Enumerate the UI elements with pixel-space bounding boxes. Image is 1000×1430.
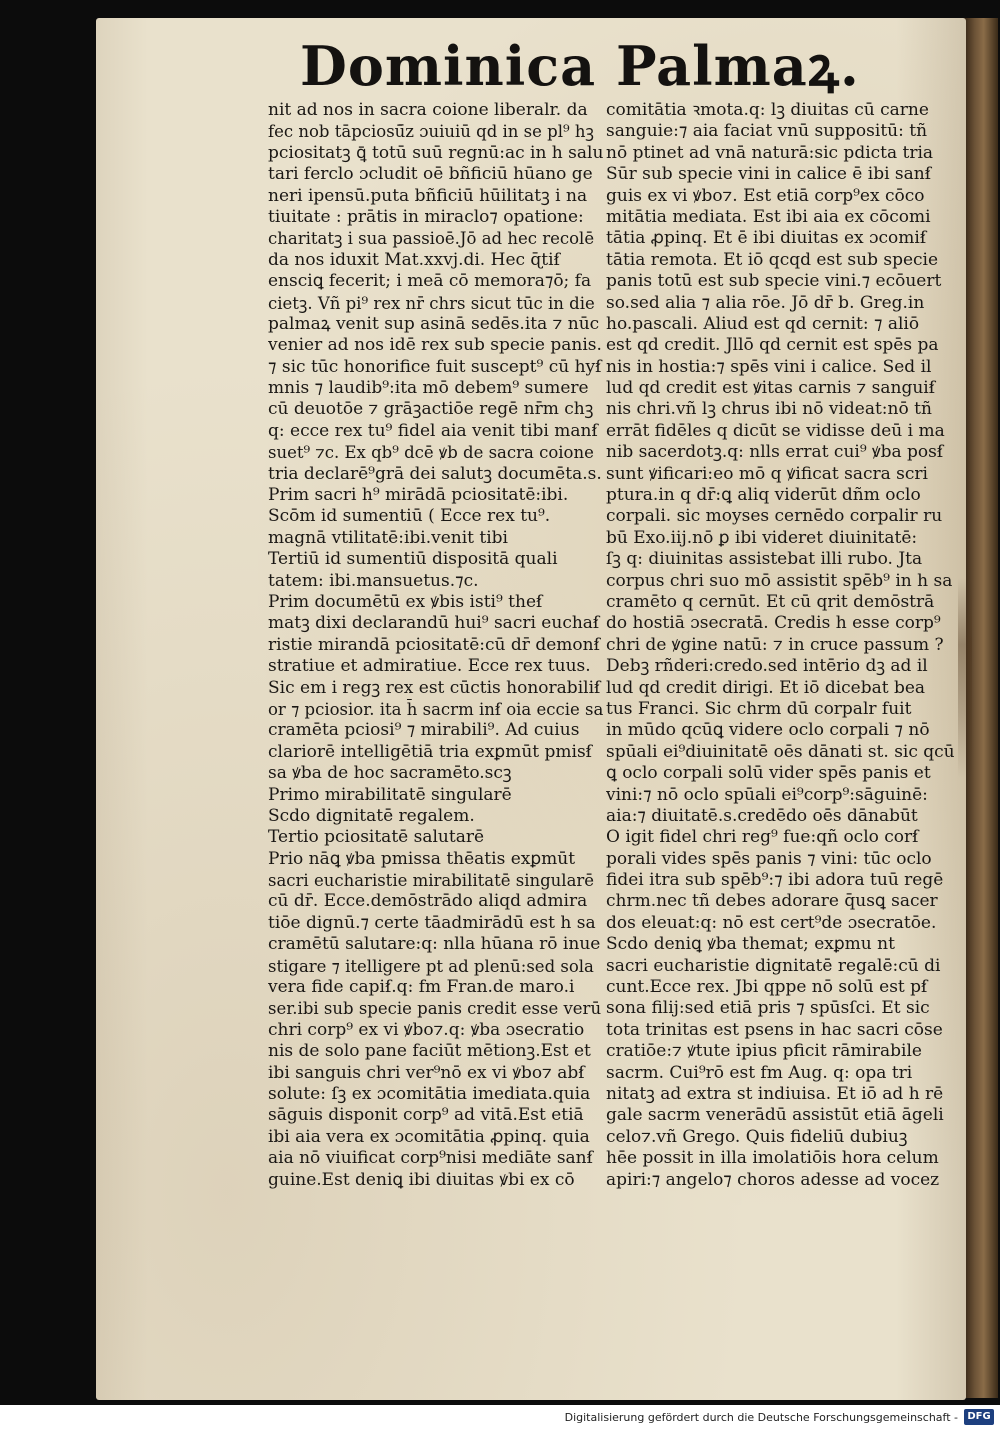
right-column-line: nib sacerdotꝫ.q: nll̄s errat cui⁹ ꝟba posẜ bbox=[606, 442, 944, 463]
right-column-line: sona filij:sed etiā pris ⁊ spūsſci. Et sic bbox=[606, 998, 930, 1019]
left-column-line: cū dr̄. Ecce.demōstrādo aliqd admira bbox=[268, 891, 588, 912]
left-column-line: ensciꝗ fecerit; i meā cō memora⁊ō; fa bbox=[268, 271, 592, 292]
left-column-line: Prio nāꝗ ꝟba pmissa thēatis exꝑmūt bbox=[268, 848, 576, 869]
left-column-line: chri corp⁹ ex vi ꝟbo⁊.q: ꝟba ɔsecratio bbox=[268, 1019, 585, 1040]
left-column-line: pciositatꝫ ꝗ̄ totū suū regnū:ac in h̄ salu bbox=[268, 142, 603, 163]
left-column-line: solute: ſꝫ ex ɔcomitātia imediata.quia bbox=[268, 1083, 591, 1104]
right-column-line: ſꝫ q: diuinitas assistebat illi rubo. Jta bbox=[606, 549, 923, 570]
right-column-line: tota trinitas est psens in hac sacri cōse bbox=[606, 1019, 943, 1040]
left-column-line: matꝫ dixi declarandū hui⁹ sacri euchaẜ bbox=[268, 613, 600, 634]
right-column-line: sacrm. Cui⁹rō est fm Aug. q: opa tri bbox=[606, 1062, 913, 1083]
right-column-line: Sūr sub specie vini in calice ē ibi sanẜ bbox=[606, 164, 932, 185]
left-column-line: Prim sacri h⁹ mirādā pciositatē:ibi. bbox=[268, 485, 569, 506]
right-column-line: lud qd credit dirigi. Et iō dicebat bea bbox=[606, 677, 926, 698]
right-column-line: tātia ꝓpinq. Et ē ibi diuitas ex ɔcomiẜ bbox=[606, 228, 927, 249]
right-column-line: est qd credit. Jllō qd cernit est spēs pa bbox=[606, 335, 939, 356]
right-column-line: ptura.in q dr̄:ꝗ aliq viderūt dñm oclo bbox=[606, 485, 921, 506]
left-column-line: stigare ⁊ itelligere pt ad plenū:sed sola bbox=[268, 956, 594, 976]
right-column-line: ho.pascali. Aliud est qd cernit: ⁊ aliō bbox=[606, 313, 920, 334]
left-column-line: Prim documētū ex ꝟbis isti⁹ theẜ bbox=[268, 591, 543, 612]
left-column-line: clariorē intelligētiā tria exꝑmūt pmisẜ bbox=[268, 741, 592, 762]
right-column-line: mitātia mediata. Est ibi aia ex cōcomi bbox=[606, 206, 931, 227]
left-column-line: Scdo dignitatē regalem. bbox=[268, 805, 475, 826]
left-column-line: guine.Est deniꝗ ibi diuitas ꝟbi ex cō bbox=[268, 1169, 575, 1190]
right-column-line: do hostiā ɔsecratā. Credis h̄ esse corp⁹ bbox=[606, 613, 941, 634]
right-column-line: O igit fidel̄ chri reg⁹ fue:qñ oclo corẜ bbox=[606, 827, 919, 848]
left-column-line: sacri eucharistie mirabilitatē singularē bbox=[268, 871, 595, 891]
left-column-line: mnis ⁊ laudib⁹:ita mō debem⁹ sumere bbox=[268, 378, 589, 399]
left-column-line: ⁊ sic tūc honorifice fuit suscept⁹ cū hyẜ bbox=[268, 356, 602, 377]
right-column-line: gale sacrm venerādū assistūt etiā āgeli bbox=[606, 1105, 944, 1126]
right-column-line: cramēto q cernūt. Et cū qrit demōstrā bbox=[606, 591, 935, 612]
right-column-line: comitātia ꝛmota.q: lꝫ diuitas cū carne bbox=[606, 100, 929, 120]
left-column-line: sāguis disponit corp⁹ ad vitā.Est etiā bbox=[268, 1105, 584, 1126]
left-column-line: Sic em i regꝫ rex est cūctis honorabiliẜ bbox=[268, 677, 601, 698]
footer-credit: Digitalisierung gefördert durch die Deutsche Forschungsgemeinschaft - bbox=[564, 1411, 958, 1424]
right-column-line: nō ptinet ad vnā naturā:sic pdicta tria bbox=[606, 142, 934, 163]
right-column-line: hēe possit in illa imolatiōis hora celum bbox=[606, 1148, 939, 1169]
left-column-line: cramēta pciosi⁹ ⁊ mirabili⁹. Ad cuius bbox=[268, 720, 580, 741]
left-column-line: or ⁊ pciosior. ita h̄ sacrm inẜ oia eccie sa bbox=[268, 699, 603, 719]
right-column-line: nis chri.vñ lꝫ chrus ibi nō videat:nō tñ bbox=[606, 399, 932, 420]
right-column bbox=[606, 100, 961, 1191]
left-column bbox=[268, 100, 603, 1191]
left-column-line: ibi sanguis chri ver⁹nō ex vi ꝟbo⁊ abẜ bbox=[268, 1062, 585, 1083]
left-column-line: tatem: ibi.mansuetus.⁊c. bbox=[268, 570, 479, 591]
left-column-line: stratiue et admiratiue. Ecce rex tuus. bbox=[268, 656, 591, 677]
left-column-line: tiuitate : prātis in miraclo⁊ opatione: bbox=[268, 206, 584, 227]
left-column-line: tria declarē⁹grā dei salutꝫ documēta.s. bbox=[268, 463, 602, 484]
left-column-line: cū deuotōe ⁊ grāꝫactiōe regē nr̄m chꝫ bbox=[268, 399, 594, 420]
left-column-line: magnā vtilitatē:ibi.venit tibi bbox=[268, 527, 508, 548]
right-column-line: Debꝫ rñderi:credo.sed intērio dꝫ ad il bbox=[606, 656, 928, 677]
left-column-line: sa ꝟba de hoc sacramēto.scꝫ bbox=[268, 763, 512, 784]
right-column-line: celo⁊.vñ Grego. Quis fideliū dubiuꝫ bbox=[606, 1126, 908, 1147]
right-column-line: corpali. sic moyses cernēdo corpalir ru bbox=[606, 506, 943, 527]
right-column-line: nis in hostia:⁊ spēs vini i calice. Sed il bbox=[606, 356, 932, 377]
right-column-line: sacri eucharistie dignitatē regalē:cū di bbox=[606, 955, 941, 976]
dfg-logo: DFG bbox=[964, 1409, 994, 1425]
running-head: Dominica Palmaꝝ. bbox=[300, 34, 860, 98]
right-column-line: apiri:⁊ angelo⁊ choros adesse ad vocez bbox=[606, 1169, 940, 1190]
right-column-line: spūali ei⁹diuinitatē oēs dānati st. sic qcū bbox=[606, 741, 955, 762]
left-column-line: ibi aia vera ex ɔcomitātia ꝓpinq. quia bbox=[268, 1126, 590, 1147]
left-column-line: neri ipensū.puta bñficiū hūilitatꝫ i na bbox=[268, 185, 588, 206]
left-column-line: da nos iduxit Mat.xxvj.di. Hec ɋ̄tiẜ bbox=[268, 249, 560, 270]
left-column-line: Scōm id sumentiū ( Ecce rex tu⁹. bbox=[268, 506, 551, 527]
right-column-line: corpus chri suo mō assistit spēb⁹ in h̄ sa bbox=[606, 570, 953, 591]
right-column-line: tus Franci. Sic chrm dū corpal̄r fuit bbox=[606, 698, 912, 719]
right-column-line: sunt ꝟificari:eo mō q ꝟificat sacra scri bbox=[606, 463, 928, 484]
left-column-line: Tertio pciositatē salutarē bbox=[268, 827, 485, 848]
left-column-line: aia nō viuificat corp⁹nisi mediāte sanẜ bbox=[268, 1148, 593, 1169]
left-column-line: cramētū salutare:q: nll̄a hūana rō inue bbox=[268, 934, 601, 955]
right-column-line: fidei itra sub spēb⁹:⁊ ibi adora tuū regē bbox=[606, 870, 944, 891]
right-column-line: dos eleuat:q: nō est cert⁹de ɔsecratōe. bbox=[606, 912, 937, 933]
left-column-line: Tertiū id sumentiū dispositā quali bbox=[268, 549, 558, 570]
right-column-line: Scdo deniꝗ ꝟba themat; exꝑmu nt bbox=[606, 934, 895, 955]
left-column-line: palmaꝝ venit sup asinā sedēs.ita ⁊ nūc bbox=[268, 313, 600, 334]
right-column-line: tātia remota. Et iō qcqd est sub specie bbox=[606, 249, 939, 270]
right-column-line: cratiōe:⁊ ꝟtute ipius pficit rāmirabile bbox=[606, 1041, 922, 1062]
right-column-line: vini:⁊ nō oclo spūali ei⁹corp⁹:sāguinē: bbox=[606, 784, 928, 805]
right-column-line: cunt.Ecce rex. Jbi qppe nō solū est pẜ bbox=[606, 977, 928, 998]
right-column-line: porali vides spēs panis ⁊ vini: tūc oclo bbox=[606, 848, 932, 869]
left-column-line: cietꝫ. Vñ pi⁹ rex nr̄ chrs sicut tūc in die bbox=[268, 293, 595, 313]
right-column-line: sanguie:⁊ aia faciat vnū suppositū: tñ bbox=[606, 121, 928, 142]
right-column-line: chri de ꝟgine natū: ⁊ in cruce passum ? bbox=[606, 634, 944, 655]
right-column-line: errāt fidēles q dicūt se vidisse deū i ma bbox=[606, 420, 945, 441]
left-column-line: tiōe dignū.⁊ certe tāadmirādū est h̄ sa bbox=[268, 912, 596, 933]
left-column-line: venier ad nos idē rex sub specie panis. bbox=[268, 335, 602, 356]
digitization-footer bbox=[0, 1405, 1000, 1430]
left-column-line: Primo mirabilitatē singularē bbox=[268, 784, 512, 805]
left-column-line: suet⁹ ⁊c. Ex qb⁹ dcē ꝟb de sacra coione bbox=[268, 443, 594, 463]
right-column-line: bū Exo.iij.nō ꝑ ibi videret diuinitatē: bbox=[606, 527, 918, 548]
left-column-line: vera fide capiẜ.q: fm Fran.de maro.i bbox=[268, 977, 575, 998]
left-column-line: tari ferclo ɔcludit oē bñficiū hūano ge bbox=[268, 164, 593, 185]
right-column-line: aia:⁊ diuitatē.s.credēdo oēs dānabūt bbox=[606, 805, 918, 826]
left-column-line: nit ad nos in sacra coione liberal̄r. da bbox=[268, 100, 588, 120]
left-column-line: ristie mirandā pciositatē:cū dr̄ demonẜ bbox=[268, 634, 600, 655]
left-column-line: nis de solo pane faciūt mētionꝫ.Est et bbox=[268, 1041, 591, 1062]
right-column-line: nitatꝫ ad extra st indiuisa. Et iō ad h̄ rē bbox=[606, 1083, 944, 1104]
left-column-line: q: ecce rex tu⁹ fidel̄ aia venit tibi manẜ bbox=[268, 420, 598, 441]
right-column-line: guis ex vi ꝟbo⁊. Est etiā corp⁹ex cōco bbox=[606, 185, 925, 206]
right-column-line: chrm.nec tñ debes adorare q̄usꝗ sacer bbox=[606, 891, 938, 912]
left-column-line: ser.ibi sub specie panis credit esse verū bbox=[268, 999, 602, 1019]
left-column-line: charitatꝫ i sua passioē.Jō ad hec recolē bbox=[268, 229, 595, 249]
right-column-line: panis totū est sub specie vini.⁊ ecōuert bbox=[606, 271, 942, 292]
right-column-line: lud qd credit est ꝟitas carnis ⁊ sanguiẜ bbox=[606, 378, 935, 399]
right-column-line: so.sed alia ⁊ alia rōe. Jō dr̄ b. Greg.in bbox=[606, 292, 925, 313]
right-column-line: ꝗ oclo corpali solū vider spēs panis et bbox=[606, 763, 931, 784]
left-column-line: fec nob tāpciosū̄z ɔuiuiū qd in se pl⁹ hꝫ bbox=[268, 122, 594, 142]
right-column-line: in mūdo qcūꝗ videre oclo corpali ⁊ nō bbox=[606, 720, 930, 741]
